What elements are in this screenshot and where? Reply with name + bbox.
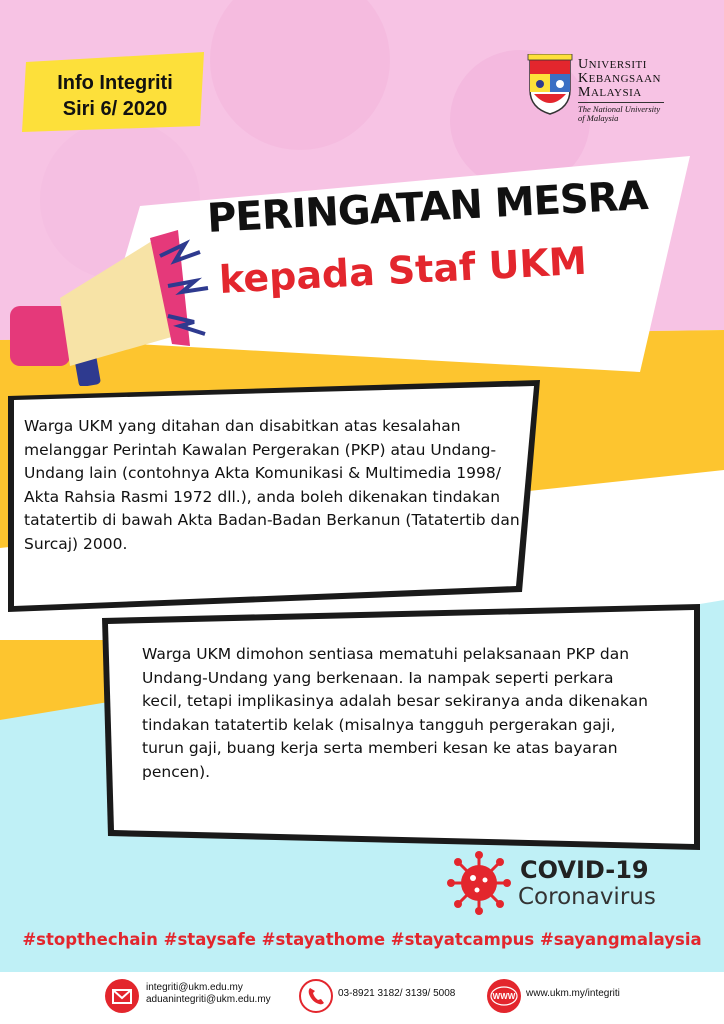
badge-line-1: Info Integriti [57,72,173,94]
footer-email-1[interactable]: integriti@ukm.edu.my [146,982,243,993]
phone-icon [298,978,334,1014]
university-name: UNIVERSITI KEBANGSAAN MALAYSIA The National University of Malaysia [578,58,664,123]
hashtags: #stopthechain #staysafe #stayathome #stayatcampus #sayangmalaysia [22,930,702,949]
info-badge [30,70,200,122]
footer [0,972,724,1024]
covid-subtitle: Coronavirus [518,884,656,910]
footer-email-2[interactable]: aduanintegriti@ukm.edu.my [146,994,271,1005]
footer-phone[interactable]: 03-8921 3182/ 3139/ 5008 [338,988,456,999]
virus-icon [446,850,512,916]
title-sub: kepada Staf UKM [218,238,588,302]
mail-icon [104,978,140,1014]
footer-website[interactable]: www.ukm.my/integriti [526,988,620,999]
title-main: PERINGATAN MESRA [206,172,649,242]
badge-line-2: Siri 6/ 2020 [62,98,168,120]
notice-paragraph-2: Warga UKM dimohon sentiasa mematuhi pelaksanaan PKP dan Undang-Undang yang berkenaan. Ia nampak seperti perkara kecil, tetapi implikasinya adalah besar sekiranya anda dikenakan tindakan tatatertib kelak (misalnya tangguh pergerakan gaji, turun gaji, buang kerja serta memberi kesan ke atas bayaran pencen). [142,645,648,781]
covid-title: COVID-19 [520,856,649,884]
megaphone-icon [0,226,210,386]
ukm-crest-icon [526,54,574,116]
web-icon [486,978,522,1014]
web-icon-label: WWW [492,992,516,1001]
notice-paragraph-1: Warga UKM yang ditahan dan disabitkan atas kesalahan melanggar Perintah Kawalan Pergerakan (PKP) atau Undang-Undang lain (contohnya Akta Komunikasi & Multimedia 1998/ Akta Rahsia Rasmi 1972 dll.), anda boleh dikenakan tindakan tatatertib di bawah Akta Badan-Badan Berkanun (Tatatertib dan Surcaj) 2000. [24,417,520,553]
university-english-name: The National University of Malaysia [578,102,664,123]
